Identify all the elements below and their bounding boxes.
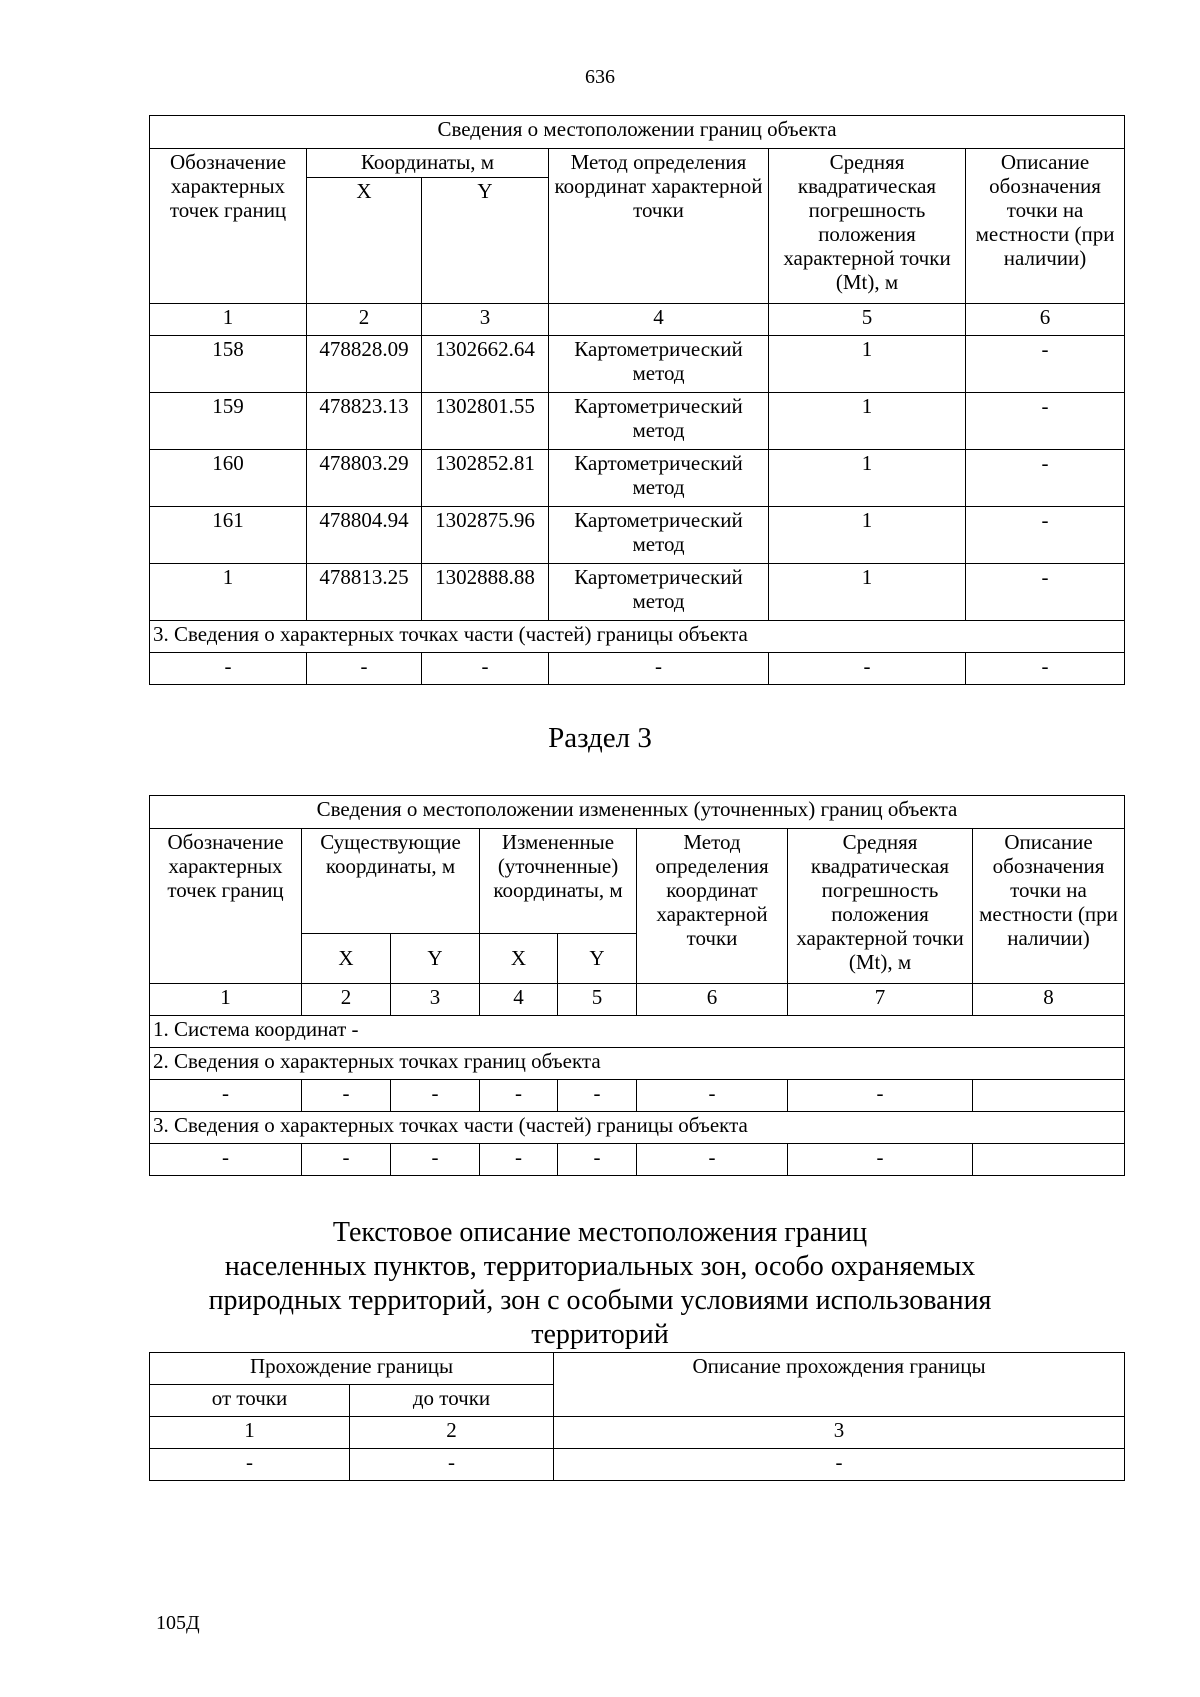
point-description: -: [966, 506, 1125, 563]
header-changed-coordinates: Измененные (уточненные) координаты, м: [480, 829, 637, 934]
footer-code: 105Д: [156, 1612, 200, 1634]
section-label-row: [150, 620, 1125, 652]
column-number: 6: [637, 984, 788, 1016]
empty-cell: -: [549, 652, 769, 684]
table-title-row: [150, 116, 1125, 149]
empty-cell: -: [302, 1144, 391, 1176]
column-number: 6: [966, 303, 1125, 335]
empty-cell: -: [150, 1080, 302, 1112]
empty-cell: -: [350, 1449, 554, 1481]
empty-cell: -: [391, 1080, 480, 1112]
error-value: 1: [769, 506, 966, 563]
point-description: -: [966, 335, 1125, 392]
header-method: Метод определения координат характерной точки: [637, 829, 788, 984]
empty-cell: -: [558, 1144, 637, 1176]
empty-cell: -: [150, 1144, 302, 1176]
table-row: [150, 563, 1125, 620]
heading-line: населенных пунктов, территориальных зон, особо охраняемых: [224, 1251, 976, 1282]
table-row: [150, 1144, 1125, 1176]
empty-cell: -: [302, 1080, 391, 1112]
column-number: 2: [307, 303, 422, 335]
column-number: 3: [554, 1417, 1125, 1449]
header-y-changed: Y: [558, 934, 637, 984]
header-y-existing: Y: [391, 934, 480, 984]
header-point-designation: Обозначение характерных точек границ: [150, 829, 302, 984]
column-number: 4: [549, 303, 769, 335]
text-description-heading: [0, 1216, 1200, 1352]
header-description: Описание обозначения точки на местности (при наличии): [966, 149, 1125, 304]
part-section-label: 3. Сведения о характерных точках части (частей) границы объекта: [150, 620, 1125, 652]
column-numbers-row: [150, 303, 1125, 335]
empty-cell: -: [769, 652, 966, 684]
method: Картометрический метод: [549, 335, 769, 392]
header-x-changed: X: [480, 934, 558, 984]
page-number: 636: [585, 66, 615, 88]
header-method: Метод определения координат характерной точки: [549, 149, 769, 304]
empty-cell: -: [637, 1144, 788, 1176]
empty-cell: -: [150, 1449, 350, 1481]
header-x: X: [307, 177, 422, 303]
empty-cell: -: [554, 1449, 1125, 1481]
point-description: -: [966, 449, 1125, 506]
empty-cell: -: [788, 1080, 973, 1112]
header-coordinates: Координаты, м: [307, 149, 549, 178]
column-numbers-row: [150, 984, 1125, 1016]
boundary-passage-table: [149, 1352, 1125, 1481]
coord-y: 1302875.96: [422, 506, 549, 563]
empty-cell: [973, 1080, 1125, 1112]
empty-cell: -: [637, 1080, 788, 1112]
coord-x: 478803.29: [307, 449, 422, 506]
coord-y: 1302662.64: [422, 335, 549, 392]
empty-cell: -: [788, 1144, 973, 1176]
error-value: 1: [769, 449, 966, 506]
empty-cell: -: [558, 1080, 637, 1112]
error-value: 1: [769, 392, 966, 449]
method: Картометрический метод: [549, 392, 769, 449]
header-x-existing: X: [302, 934, 391, 984]
column-number: 4: [480, 984, 558, 1016]
column-number: 1: [150, 303, 307, 335]
header-to-point: до точки: [350, 1385, 554, 1417]
point-id: 161: [150, 506, 307, 563]
point-id: 158: [150, 335, 307, 392]
table-row: [150, 335, 1125, 392]
column-number: 3: [422, 303, 549, 335]
point-id: 1: [150, 563, 307, 620]
column-number: 2: [350, 1417, 554, 1449]
points-section-label: 2. Сведения о характерных точках границ объекта: [150, 1048, 1125, 1080]
empty-cell: -: [150, 652, 307, 684]
header-passage: Прохождение границы: [150, 1353, 554, 1385]
empty-cell: -: [966, 652, 1125, 684]
table-title-row: [150, 796, 1125, 829]
empty-cell: -: [480, 1144, 558, 1176]
section-label-row: [150, 1112, 1125, 1144]
header-row: [150, 1353, 1125, 1385]
heading-line: Текстовое описание местоположения границ: [332, 1217, 868, 1248]
header-y: Y: [422, 177, 549, 303]
coord-x: 478804.94: [307, 506, 422, 563]
coord-x: 478828.09: [307, 335, 422, 392]
method: Картометрический метод: [549, 449, 769, 506]
section-label-row: [150, 1048, 1125, 1080]
header-row: [150, 829, 1125, 934]
column-number: 1: [150, 1417, 350, 1449]
table-row: [150, 652, 1125, 684]
method: Картометрический метод: [549, 506, 769, 563]
coord-y: 1302801.55: [422, 392, 549, 449]
coord-y: 1302888.88: [422, 563, 549, 620]
point-description: -: [966, 392, 1125, 449]
error-value: 1: [769, 335, 966, 392]
empty-cell: -: [422, 652, 549, 684]
heading-line: природных территорий, зон с особыми условиями использования: [208, 1285, 992, 1316]
table-title: Сведения о местоположении измененных (уточненных) границ объекта: [150, 796, 1125, 829]
point-id: 159: [150, 392, 307, 449]
table-row: [150, 1449, 1125, 1481]
error-value: 1: [769, 563, 966, 620]
coord-y: 1302852.81: [422, 449, 549, 506]
coord-x: 478813.25: [307, 563, 422, 620]
section-heading: Раздел 3: [548, 722, 652, 754]
empty-cell: -: [391, 1144, 480, 1176]
column-numbers-row: [150, 1417, 1125, 1449]
table-row: [150, 506, 1125, 563]
empty-cell: -: [480, 1080, 558, 1112]
coord-x: 478823.13: [307, 392, 422, 449]
header-existing-coordinates: Существующие координаты, м: [302, 829, 480, 934]
column-number: 5: [558, 984, 637, 1016]
header-error: Средняя квадратическая погрешность положения характерной точки (Mt), м: [788, 829, 973, 984]
coordinate-system-label: 1. Система координат -: [150, 1016, 1125, 1048]
header-from-point: от точки: [150, 1385, 350, 1417]
changed-boundary-table: [149, 795, 1125, 1176]
header-row: [150, 149, 1125, 178]
header-passage-description: Описание прохождения границы: [554, 1353, 1125, 1417]
heading-line: территорий: [531, 1319, 669, 1350]
table-row: [150, 449, 1125, 506]
column-number: 5: [769, 303, 966, 335]
point-description: -: [966, 563, 1125, 620]
table-title: Сведения о местоположении границ объекта: [150, 116, 1125, 149]
empty-cell: [973, 1144, 1125, 1176]
section-label-row: [150, 1016, 1125, 1048]
column-number: 7: [788, 984, 973, 1016]
column-number: 2: [302, 984, 391, 1016]
column-number: 8: [973, 984, 1125, 1016]
table-row: [150, 392, 1125, 449]
header-description: Описание обозначения точки на местности (при наличии): [973, 829, 1125, 984]
part-section-label: 3. Сведения о характерных точках части (частей) границы объекта: [150, 1112, 1125, 1144]
column-number: 3: [391, 984, 480, 1016]
header-point-designation: Обозначение характерных точек границ: [150, 149, 307, 304]
column-number: 1: [150, 984, 302, 1016]
boundary-location-table: [149, 115, 1125, 685]
header-error: Средняя квадратическая погрешность положения характерной точки (Mt), м: [769, 149, 966, 304]
method: Картометрический метод: [549, 563, 769, 620]
point-id: 160: [150, 449, 307, 506]
empty-cell: -: [307, 652, 422, 684]
table-row: [150, 1080, 1125, 1112]
